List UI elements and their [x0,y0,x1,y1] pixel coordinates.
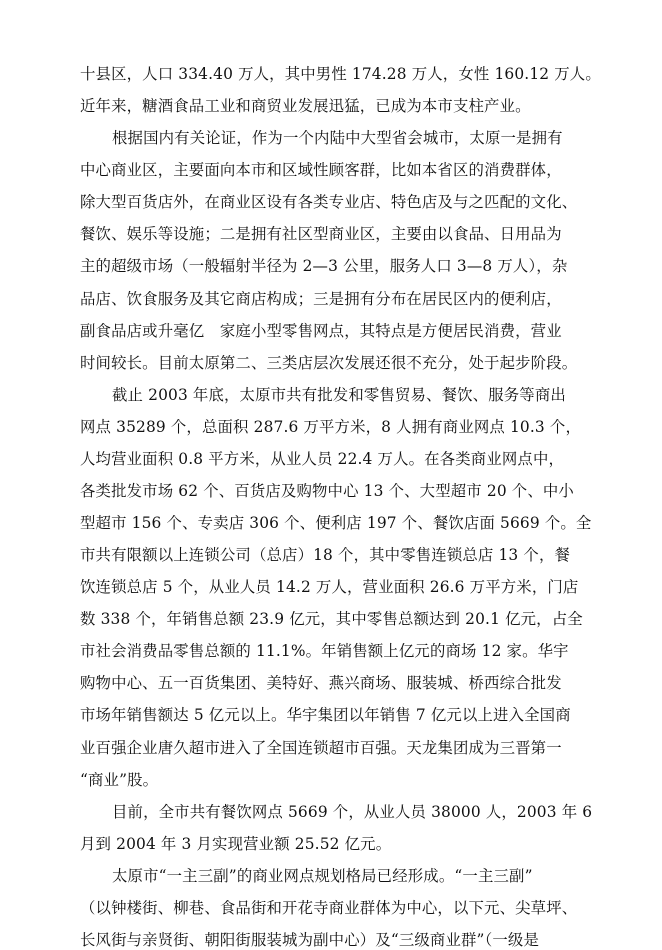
text-line: 购物中心、五一百货集团、美特好、燕兴商场、服装城、桥西综合批发 [80,674,562,692]
text-line: 长风街与亲贤街、朝阳街服装城为副中心）及“三级商业群”（一级是 [80,931,540,949]
text-line: 业百强企业唐久超市进入了全国连锁超市百强。天龙集团成为三晋第一 [80,739,562,757]
text-line: 市场年销售额达 5 亿元以上。华宇集团以年销售 7 亿元以上进入全国商 [80,706,571,724]
text-line: （以钟楼街、柳巷、食品街和开花寺商业群体为中心，以下元、尖草坪、 [80,899,578,917]
text-line: 市社会消费品零售总额的 11.1%。年销售额上亿元的商场 12 家。华宇 [80,642,569,660]
text-line: 根据国内有关论证，作为一个内陆中大型省会城市，太原一是拥有 [112,129,563,147]
text-line: 数 338 个，年销售总额 23.9 亿元，其中零售总额达到 20.1 亿元，占全 [80,610,583,628]
text-line: 时间较长。目前太原第二、三类店层次发展还很不充分，处于起步阶段。 [80,354,578,372]
text-line: 餐饮、娱乐等设施；二是拥有社区型商业区，主要由以食品、日用品为 [80,225,562,243]
text-line: 饮连锁总店 5 个，从业人员 14.2 万人，营业面积 26.6 万平方米，门店 [80,578,579,596]
text-line: 月到 2004 年 3 月实现营业额 25.52 亿元。 [80,835,392,853]
text-line: 近年来，糖酒食品工业和商贸业发展迅猛，已成为本市支柱产业。 [80,97,531,115]
text-line: 网点 35289 个，总面积 287.6 万平方米，8 人拥有商业网点 10.3 个， [80,418,581,436]
text-line: 除大型百货店外，在商业区设有各类专业店、特色店及与之匹配的文化、 [80,193,578,211]
text-line: 人均营业面积 0.8 平方米，从业人员 22.4 万人。在各类商业网点中， [80,450,565,468]
text-line: 太原市“一主三副”的商业网点规划格局已经形成。“一主三副” [112,867,533,885]
text-line: 截止 2003 年底，太原市共有批发和零售贸易、餐饮、服务等商出 [112,386,566,404]
text-line: 品店、饮食服务及其它商店构成；三是拥有分布在居民区内的便利店， [80,290,562,308]
text-line: 市共有限额以上连锁公司（总店）18 个，其中零售连锁总店 13 个，餐 [80,546,571,564]
text-line: 主的超级市场（一般辐射半径为 2—3 公里，服务人口 3—8 万人），杂 [80,257,568,275]
text-line: 各类批发市场 62 个、百货店及购物中心 13 个、大型超市 20 个、中小 [80,482,574,500]
text-line: 十县区，人口 334.40 万人，其中男性 174.28 万人，女性 160.12 万人。 [80,65,601,83]
text-line: 型超市 156 个、专卖店 306 个、便利店 197 个、餐饮店面 5669 个。全 [80,514,592,532]
text-line: 中心商业区，主要面向本市和区域性顾客群，比如本省区的消费群体， [80,161,562,179]
text-line: 副食品店或升毫亿 家庭小型零售网点，其特点是方便居民消费，营业 [80,322,562,340]
text-line: “商业”股。 [80,771,159,789]
text-line: 目前，全市共有餐饮网点 5669 个，从业人员 38000 人，2003 年 6 [112,803,593,821]
